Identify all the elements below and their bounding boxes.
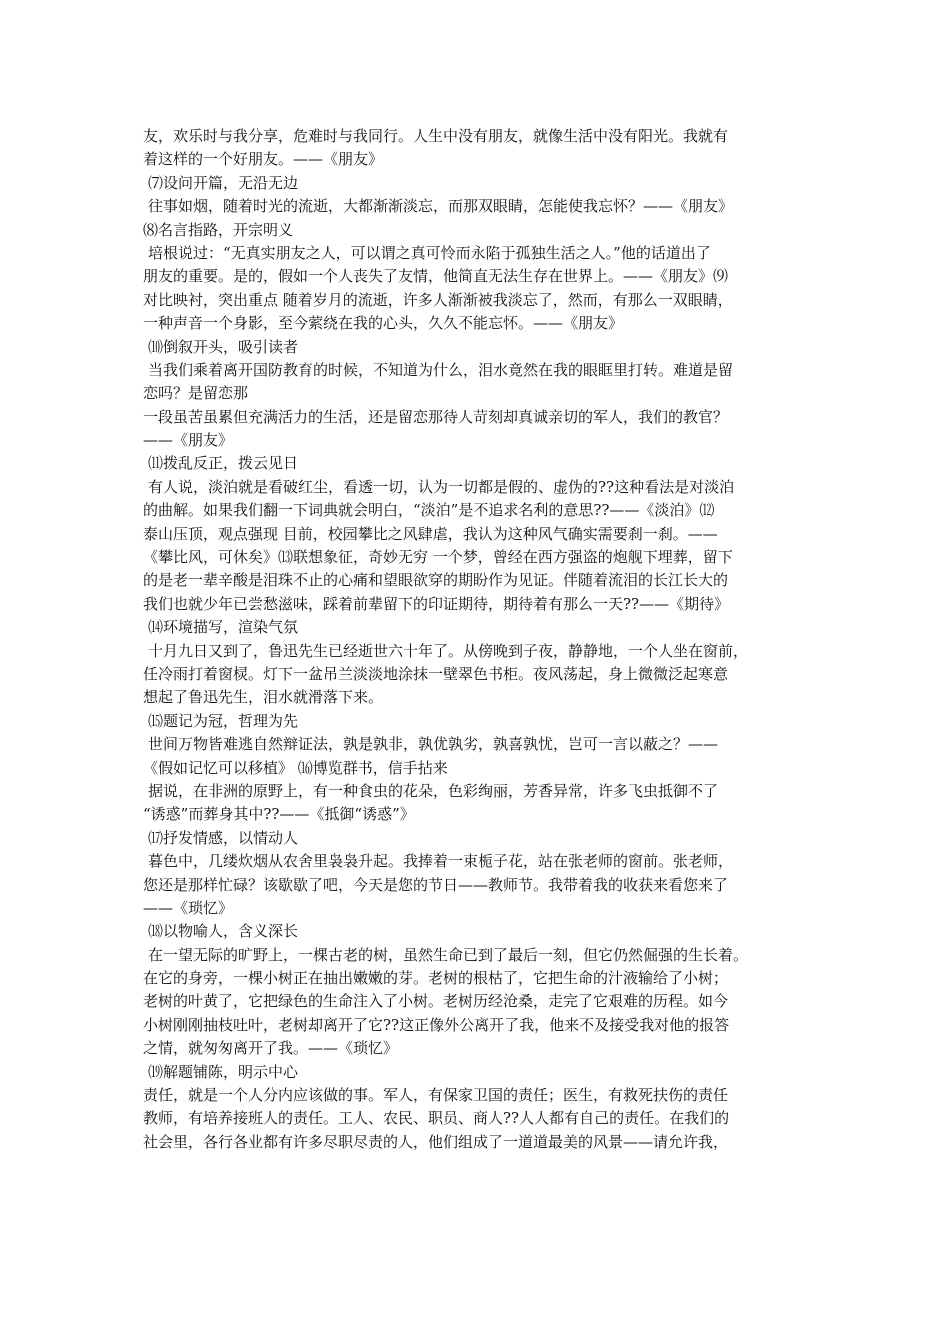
text-line: 泰山压顶，观点强现 目前，校园攀比之风肆虐，我认为这种风气确实需要刹一刹。——	[143, 524, 718, 543]
text-line: 的曲解。如果我们翻一下词典就会明白，“淡泊”是不追求名利的意思??——《淡泊》⑿	[143, 501, 715, 520]
text-line: ⒅以物喻人，含义深长	[148, 922, 299, 941]
text-line: ——《琐忆》	[143, 898, 234, 917]
text-line: 在一望无际的旷野上，一棵古老的树，虽然生命已到了最后一刻，但它仍然倔强的生长着。	[148, 945, 749, 964]
text-line: ⑽倒叙开头，吸引读者	[148, 337, 299, 356]
text-line: 在它的身旁，一棵小树正在抽出嫩嫩的芽。老树的根枯了，它把生命的汁液输给了小树；	[143, 969, 729, 988]
text-line: ⒆解题铺陈，明示中心	[148, 1062, 299, 1081]
text-line: 您还是那样忙碌？该歇歇了吧，今天是您的节日——教师节。我带着我的收获来看您来了	[143, 875, 729, 894]
text-line: 一种声音一个身影，至今萦绕在我的心头，久久不能忘怀。——《朋友》	[143, 314, 624, 333]
text-line: ⑺设问开篇，无沿无边	[148, 173, 299, 192]
text-line: 十月九日又到了，鲁迅先生已经逝世六十年了。从傍晚到子夜，静静地，一个人坐在窗前，	[148, 641, 749, 660]
text-line: 往事如烟，随着时光的流逝，大都渐渐淡忘，而那双眼睛，怎能使我忘怀？——《朋友》	[148, 197, 734, 216]
text-line: “诱惑”而葬身其中??——《抵御“诱惑”》	[143, 805, 415, 824]
text-line: ⒂题记为冠，哲理为先	[148, 711, 299, 730]
text-line: 友，欢乐时与我分享，危难时与我同行。人生中没有朋友，就像生活中没有阳光。我就有	[143, 127, 729, 145]
text-line: 社会里，各行各业都有许多尽职尽责的人，他们组成了一道道最美的风景——请允许我，	[143, 1132, 729, 1151]
text-line: 小树刚刚抽枝吐叶，老树却离开了它??这正像外公离开了我，他来不及接受我对他的报答	[143, 1015, 730, 1034]
text-line: 教师，有培养接班人的责任。工人、农民、职员、商人??人人都有自己的责任。在我们的	[143, 1109, 730, 1128]
text-line: 我们也就少年已尝愁滋味，踩着前辈留下的印证期待，期待着有那么一天??——《期待》	[143, 594, 730, 613]
text-line: 据说，在非洲的原野上，有一种食虫的花朵，色彩绚丽，芳香异常，许多飞虫抵御不了	[148, 781, 719, 800]
text-line: 有人说，淡泊就是看破红尘，看透一切，认为一切都是假的、虚伪的??这种看法是对淡泊	[148, 477, 735, 496]
text-line: 之情，就匆匆离开了我。——《琐忆》	[143, 1039, 399, 1058]
text-line: 想起了鲁迅先生，泪水就滑落下来。	[143, 688, 384, 707]
text-line: 老树的叶黄了，它把绿色的生命注入了小树。老树历经沧桑，走完了它艰难的历程。如今	[143, 992, 729, 1011]
text-line: 《假如记忆可以移植》 ⒃博览群书，信手拈来	[143, 758, 448, 777]
text-line: 的是老一辈辛酸是泪珠不止的心痛和望眼欲穿的期盼作为见证。伴随着流泪的长江长大的	[143, 571, 729, 590]
text-line: ⑻名言指路，开宗明义	[143, 220, 294, 239]
text-line: ——《朋友》	[143, 431, 234, 450]
text-line: ⒄抒发情感，以情动人	[148, 828, 299, 847]
text-line: 《攀比风，可休矣》⒀联想象征，奇妙无穷 一个梦，曾经在西方强盗的炮舰下埋葬，留下	[143, 548, 733, 567]
document-body	[143, 125, 813, 1154]
text-line: 一段虽苦虽累但充满活力的生活，还是留恋那待人苛刻却真诚亲切的军人，我们的教官？	[143, 407, 729, 426]
text-line: 当我们乘着离开国防教育的时候，不知道为什么，泪水竟然在我的眼眶里打转。难道是留	[148, 360, 734, 379]
text-line: 暮色中，几缕炊烟从农舍里袅袅升起。我捧着一束栀子花，站在张老师的窗前。张老师，	[148, 852, 734, 871]
text-line: ⒁环境描写，渲染气氛	[148, 618, 299, 637]
text-line: 责任，就是一个人分内应该做的事。军人，有保家卫国的责任；医生，有救死扶伤的责任	[143, 1086, 729, 1105]
text-line: 培根说过：“无真实朋友之人，可以谓之真可怜而永陷于孤独生活之人。”他的话道出了	[148, 243, 711, 262]
text-line: 着这样的一个好朋友。——《朋友》	[143, 150, 384, 169]
text-line: 对比映衬，突出重点 随着岁月的流逝，许多人渐渐被我淡忘了，然而，有那么一双眼睛，	[143, 290, 733, 309]
text-line: 任冷雨打着窗棂。灯下一盆吊兰淡淡地涂抹一壁翠色书柜。夜风荡起，身上微微泛起寒意	[143, 664, 729, 683]
text-line: 世间万物皆难逃自然辩证法，孰是孰非，孰优孰劣，孰喜孰忧，岂可一言以蔽之？——	[148, 735, 719, 754]
text-line: 恋吗？是留恋那	[143, 384, 249, 403]
text-line: 朋友的重要。是的，假如一个人丧失了友情，他简直无法生存在世界上。——《朋友》⑼	[143, 267, 729, 286]
text-line: ⑾拨乱反正，拨云见日	[148, 454, 299, 473]
